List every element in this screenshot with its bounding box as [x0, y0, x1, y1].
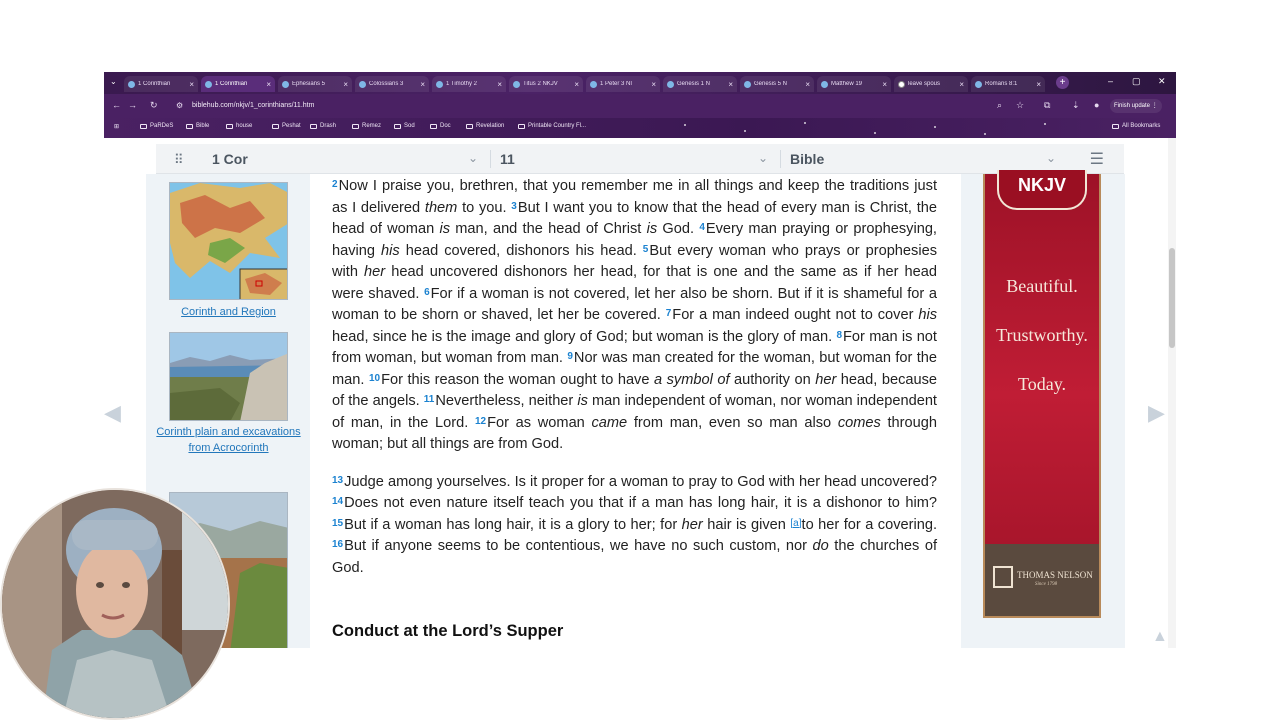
- tab-title: 1 Corinthian: [215, 81, 248, 87]
- close-tab-icon[interactable]: ×: [420, 79, 425, 89]
- corinth-plain-caption-link[interactable]: Corinth plain and excavations from Acrocorinth: [156, 426, 301, 454]
- tab-favicon-icon: [898, 81, 905, 88]
- italic-word: her: [681, 516, 703, 533]
- close-tab-icon[interactable]: ×: [574, 79, 579, 89]
- tab-title: Ephesians 5: [292, 81, 326, 87]
- tab-favicon-icon: [205, 81, 212, 88]
- bookmark-item[interactable]: [430, 123, 451, 129]
- verse-number-link[interactable]: 12: [474, 415, 487, 427]
- extensions-icon[interactable]: ⧉: [1044, 100, 1051, 110]
- verse-text: from man, even so man also: [627, 414, 838, 431]
- verse-text: authority on: [729, 371, 816, 388]
- apps-icon[interactable]: ⊞: [114, 124, 120, 130]
- browser-tab[interactable]: [509, 76, 583, 92]
- corinth-plain-image[interactable]: [169, 332, 288, 421]
- verse-number-link[interactable]: 10: [368, 372, 381, 384]
- browser-tab[interactable]: [201, 76, 275, 92]
- folder-icon: [272, 124, 279, 129]
- book-select[interactable]: [212, 144, 482, 174]
- italic-word: her: [815, 371, 837, 388]
- browser-tab[interactable]: [663, 76, 737, 92]
- bookmark-label: PaRDeS: [150, 123, 174, 129]
- chevron-down-icon: ⌄: [758, 151, 769, 165]
- browser-tab[interactable]: [740, 76, 814, 92]
- verse-text: hair is given: [702, 516, 791, 533]
- close-tab-icon[interactable]: ×: [497, 79, 502, 89]
- previous-chapter-arrow-icon[interactable]: ◀: [104, 400, 121, 425]
- italic-word: a symbol of: [653, 371, 730, 388]
- forward-icon[interactable]: →: [128, 100, 137, 110]
- verse-number-link[interactable]: 7: [665, 308, 672, 319]
- tab-favicon-icon: [821, 81, 828, 88]
- folder-icon: [1112, 124, 1119, 129]
- verse-text: man independent of woman, nor woman independent of man, in the Lord.: [332, 393, 937, 431]
- verse-number-link[interactable]: 5: [642, 243, 649, 255]
- close-tab-icon[interactable]: ×: [651, 79, 656, 89]
- verse-text: to you.: [457, 199, 512, 216]
- page-scrollbar[interactable]: [1168, 138, 1176, 648]
- italic-word: his: [381, 242, 400, 259]
- ad-line: Trustworthy.: [996, 325, 1088, 345]
- bookmark-label: All Bookmarks: [1122, 123, 1161, 129]
- verse-number-link[interactable]: 3: [511, 200, 517, 212]
- bookmark-label: Bible: [196, 123, 210, 129]
- close-tab-icon[interactable]: ×: [882, 79, 887, 89]
- tab-title: Genesis 5 N: [754, 81, 788, 87]
- tab-title: Romans 8:1: [985, 81, 1018, 87]
- close-tab-icon[interactable]: ×: [805, 79, 810, 89]
- tab-favicon-icon: [282, 81, 289, 88]
- bookmark-label: Printable Country Fl...: [528, 123, 587, 129]
- verse-text: man, and the head of Christ: [450, 221, 647, 237]
- footnote-link[interactable]: [a]: [790, 517, 802, 529]
- tab-bar: [104, 72, 1176, 94]
- bookmark-label: Peshat: [282, 123, 301, 129]
- browser-tab[interactable]: [432, 76, 506, 92]
- verse-number-link[interactable]: 2: [332, 179, 338, 190]
- publisher-logo-icon: [993, 566, 1013, 588]
- verse-text: head, because of the angels.: [332, 371, 938, 409]
- tab-search-icon[interactable]: ⌄: [110, 77, 117, 86]
- tab-title: Genesis 1 N: [677, 81, 711, 87]
- verse-text: Nor was man created for the woman, but woman for the man.: [332, 350, 937, 388]
- folder-icon: [466, 124, 473, 129]
- tab-title: 1 Peter 3 NI: [600, 81, 633, 87]
- verse-text: head uncovered dishonors her head, for that is one and the same as if her head were shaved.: [332, 264, 937, 302]
- verse-text: to her for a covering.: [801, 516, 938, 533]
- tab-title: 1 Timothy 2: [446, 81, 478, 87]
- tab-title: leave spous: [908, 81, 941, 87]
- tab-title: Matthew 19: [831, 81, 863, 87]
- browser-tab[interactable]: [894, 76, 968, 92]
- verse-text: head, since he is the image and glory of God; but woman is the glory of man.: [332, 328, 837, 345]
- verse-text: But if a woman has long hair, it is a glory to her; for: [344, 516, 682, 533]
- italic-word: is: [646, 221, 658, 237]
- ad-line: Beautiful.: [1006, 276, 1078, 296]
- verse-text: For this reason the woman ought to have: [381, 371, 654, 388]
- verse-text: God.: [657, 221, 700, 237]
- tab-title: 1 Corinthian: [138, 81, 171, 87]
- verse-number-link[interactable]: 4: [699, 222, 705, 233]
- tab-favicon-icon: [436, 81, 443, 88]
- chapter-select[interactable]: [500, 144, 770, 174]
- folder-icon: [226, 124, 233, 129]
- bookmark-label: Remez: [362, 123, 382, 129]
- verse-text: through woman; but all things are from God.: [332, 414, 937, 452]
- verse-text: Now I praise you, brethren, that you remember me in all things and keep the traditions just as I delivered: [332, 178, 937, 216]
- tab-title: Titus 2 NKJV: [523, 81, 558, 87]
- verse-number-link[interactable]: 15: [332, 517, 344, 529]
- bookmark-star-icon[interactable]: ☆: [1016, 100, 1025, 110]
- publisher-footer: [985, 544, 1099, 616]
- map-image[interactable]: [169, 182, 288, 300]
- right-sidebar: [961, 174, 1125, 648]
- close-tab-icon[interactable]: ×: [959, 79, 964, 89]
- tab-favicon-icon: [359, 81, 366, 88]
- verse-text: Every man praying or prophesying, having: [332, 221, 937, 259]
- bookmark-label: house: [236, 123, 253, 129]
- browser-tab[interactable]: [586, 76, 660, 92]
- browser-toolbar: [104, 94, 1176, 118]
- verse-text: For as woman: [487, 414, 592, 431]
- browser-tab[interactable]: [971, 76, 1045, 92]
- url-text: biblehub.com/nkjv/1_corinthians/11.htm: [192, 102, 315, 109]
- close-tab-icon[interactable]: ×: [343, 79, 348, 89]
- chapter-navbar: [156, 144, 1124, 174]
- scrollbar-thumb[interactable]: [1169, 248, 1175, 348]
- zoom-icon[interactable]: ⌕: [997, 100, 1003, 110]
- scripture-text: [332, 176, 937, 595]
- verse-number-link[interactable]: 16: [332, 539, 344, 550]
- verse-number-link[interactable]: 13: [332, 474, 344, 486]
- nkjv-advertisement[interactable]: [983, 174, 1101, 618]
- verse-text: For a man indeed ought not to cover: [672, 307, 919, 323]
- bookmark-label: Drash: [320, 123, 337, 129]
- verse-number-link[interactable]: 14: [332, 496, 344, 507]
- book-select-value: 1 Cor: [212, 151, 248, 167]
- publisher-name: THOMAS NELSON: [1017, 570, 1093, 580]
- verse-text: Judge among yourselves. Is it proper for a woman to pray to God with her head uncovered?: [344, 473, 937, 490]
- close-tab-icon[interactable]: ×: [728, 79, 733, 89]
- chapter-select-value: 11: [500, 151, 515, 167]
- bookmark-item[interactable]: [140, 123, 173, 129]
- browser-tab[interactable]: [355, 76, 429, 92]
- italic-word: is: [577, 393, 588, 409]
- folder-icon: [186, 124, 193, 129]
- verse-text: For man is not from woman, but woman from man.: [332, 328, 937, 366]
- verse-number-link[interactable]: 6: [424, 286, 430, 298]
- browser-tab[interactable]: [278, 76, 352, 92]
- maximize-icon[interactable]: ▢: [1132, 76, 1141, 86]
- bookmark-item[interactable]: [272, 123, 301, 129]
- webcam-overlay: [0, 488, 230, 720]
- bookmark-label: Doc: [440, 123, 451, 129]
- bookmark-item[interactable]: [186, 123, 209, 129]
- address-bar[interactable]: [174, 99, 994, 113]
- tab-title: Colossians 3: [369, 81, 404, 87]
- verse-text: But if anyone seems to be contentious, we have no such custom, nor: [344, 538, 813, 554]
- site-info-icon[interactable]: ⚙: [176, 101, 184, 110]
- bookmark-label: Sod: [404, 123, 415, 129]
- web-page: [104, 138, 1176, 648]
- verse-number-link[interactable]: 11: [423, 394, 435, 405]
- all-bookmarks-folder[interactable]: [1112, 123, 1160, 129]
- verse-text: the churches of God.: [332, 538, 938, 576]
- map-caption-link[interactable]: Corinth and Region: [181, 306, 276, 318]
- bookmark-item[interactable]: [466, 123, 504, 129]
- italic-word: her: [364, 264, 386, 280]
- chevron-down-icon: ⌄: [1046, 151, 1057, 165]
- verse-text: head covered, dishonors his head.: [399, 242, 643, 259]
- bookmark-item[interactable]: [310, 123, 336, 129]
- next-chapter-arrow-icon[interactable]: ▶: [1148, 400, 1165, 425]
- bookmark-label: Revelation: [476, 123, 505, 129]
- italic-word: came: [591, 414, 628, 431]
- finish-update-label: Finish update: [1114, 103, 1151, 109]
- verse-number-link[interactable]: 9: [567, 351, 573, 362]
- close-window-icon[interactable]: ✕: [1158, 76, 1166, 86]
- verse-text: But every woman who prays or prophesies with: [332, 242, 937, 280]
- new-tab-button[interactable]: +: [1056, 76, 1069, 89]
- bookmarks-bar: [104, 118, 1176, 138]
- verse-text: But I want you to know that the head of every man is Christ, the head of woman: [332, 199, 937, 237]
- grid-menu-icon[interactable]: ⠿: [174, 152, 184, 167]
- profile-icon[interactable]: ●: [1094, 100, 1100, 110]
- scroll-to-top-icon[interactable]: ▲: [1152, 628, 1168, 645]
- folder-icon: [518, 124, 525, 129]
- back-icon[interactable]: ←: [112, 100, 121, 110]
- verse-text: Nevertheless, neither: [435, 393, 578, 409]
- bookmark-item[interactable]: [394, 123, 415, 129]
- close-tab-icon[interactable]: ×: [266, 79, 271, 89]
- italic-word: them: [424, 199, 458, 216]
- verse-number-link[interactable]: 8: [836, 329, 843, 341]
- section-heading: Conduct at the Lord’s Supper: [332, 622, 564, 640]
- bookmark-item[interactable]: [352, 123, 381, 129]
- chevron-down-icon: ⌄: [468, 151, 479, 165]
- bookmark-item[interactable]: [518, 123, 586, 129]
- verse-text: For if a woman is not covered, let her also be shorn. But if it is shameful for a woman to be shorn or shaved, let her be covered.: [332, 285, 938, 323]
- folder-icon: [140, 124, 147, 129]
- tab-favicon-icon: [975, 81, 982, 88]
- tab-favicon-icon: [744, 81, 751, 88]
- hamburger-menu-icon[interactable]: ☰: [1089, 151, 1104, 168]
- passage-paragraph: [332, 472, 937, 580]
- tab-favicon-icon: [590, 81, 597, 88]
- finish-update-button[interactable]: Finish update ⋮: [1110, 99, 1162, 113]
- folder-icon: [394, 124, 401, 129]
- publisher-since: Since 1798: [1035, 582, 1058, 587]
- tab-favicon-icon: [667, 81, 674, 88]
- verse-text: Does not even nature itself teach you that if a man has long hair, it is a dishonor to him?: [344, 495, 937, 511]
- nkjv-badge: NKJV: [997, 170, 1087, 210]
- close-tab-icon[interactable]: ×: [1036, 79, 1041, 89]
- tab-favicon-icon: [513, 81, 520, 88]
- reload-icon[interactable]: ↻: [150, 100, 158, 110]
- downloads-icon[interactable]: ⇣: [1072, 100, 1080, 110]
- browser-window: [104, 72, 1176, 648]
- italic-word: his: [918, 307, 937, 323]
- passage-paragraph: [332, 176, 937, 456]
- version-select-value: Bible: [790, 151, 825, 167]
- italic-word: do: [812, 538, 829, 554]
- tab-favicon-icon: [128, 81, 135, 88]
- italic-word: is: [439, 221, 450, 237]
- minimize-icon[interactable]: –: [1108, 76, 1114, 86]
- browser-tab[interactable]: [124, 76, 198, 92]
- folder-icon: [310, 124, 317, 129]
- close-tab-icon[interactable]: ×: [189, 79, 194, 89]
- bookmark-item[interactable]: [226, 123, 252, 129]
- folder-icon: [352, 124, 359, 129]
- ad-line: Today.: [1017, 374, 1067, 394]
- italic-word: comes: [837, 414, 881, 431]
- browser-tab[interactable]: [817, 76, 891, 92]
- folder-icon: [430, 124, 437, 129]
